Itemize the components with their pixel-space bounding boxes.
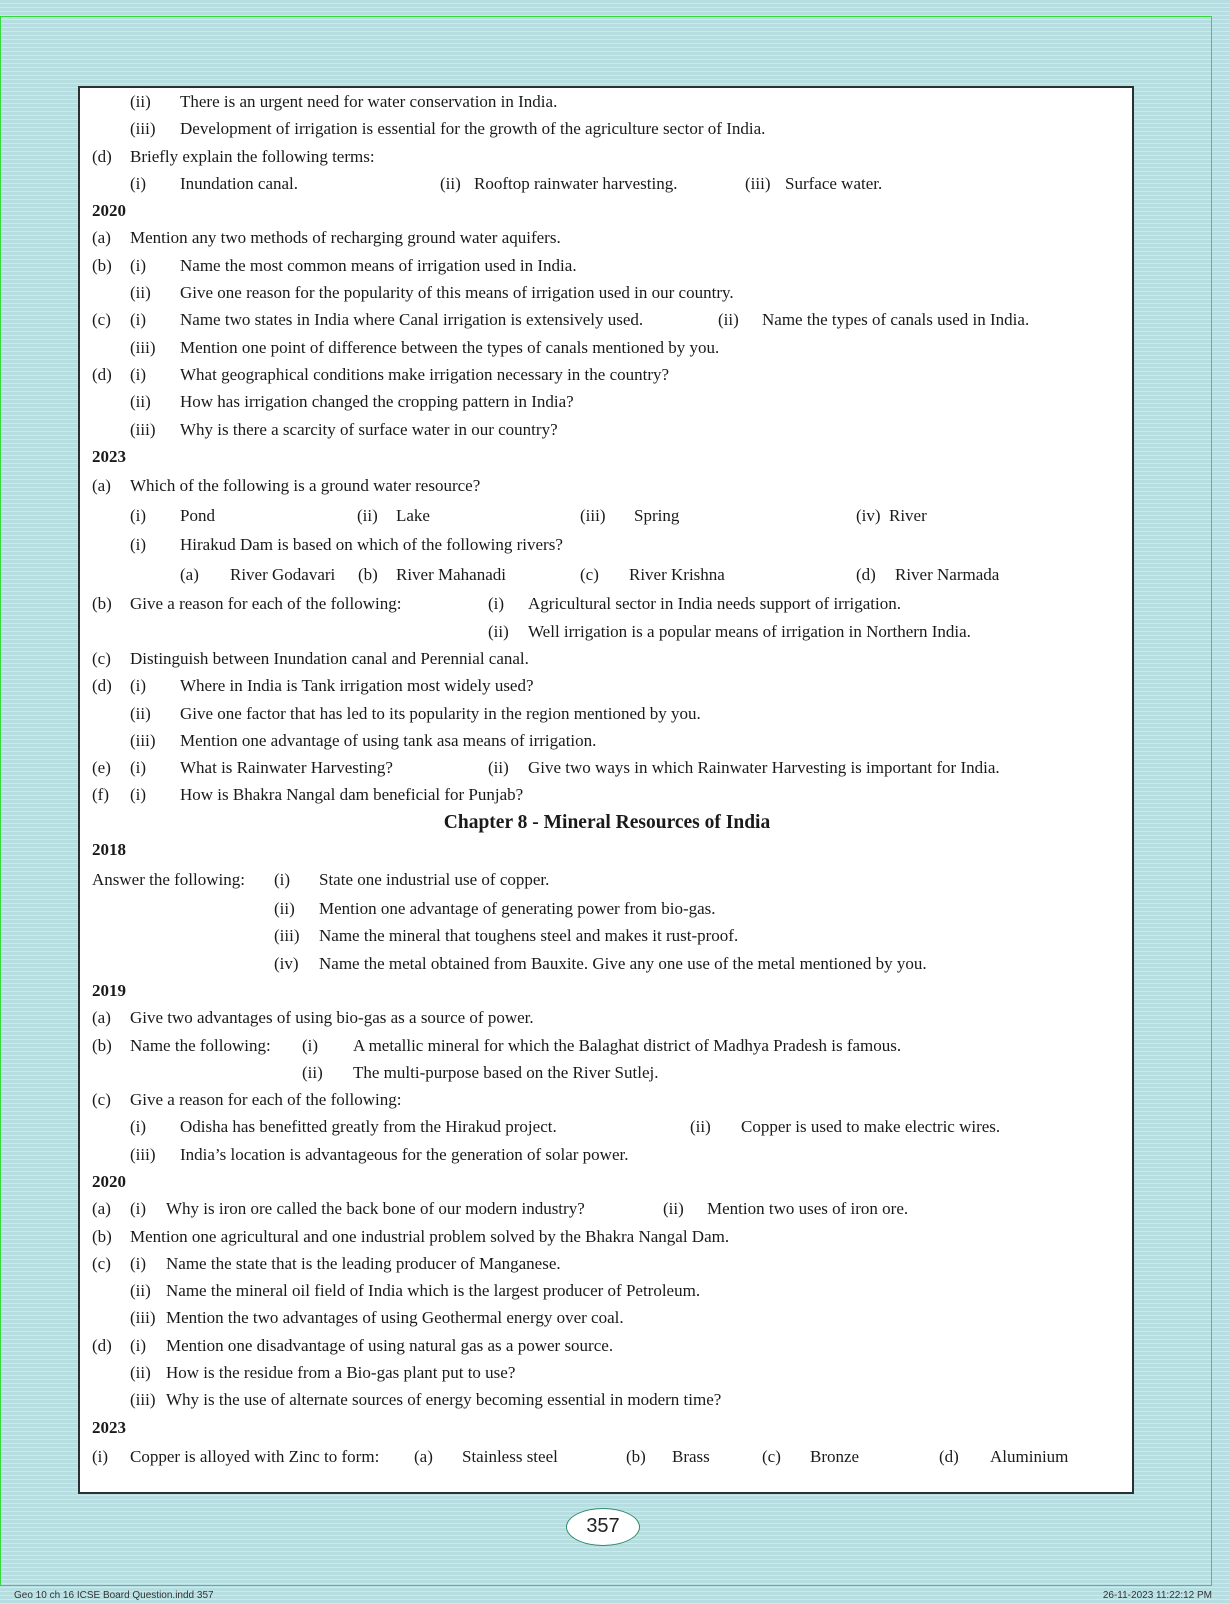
question-line: (c) Distinguish between Inundation canal and Perennial canal. — [92, 648, 529, 668]
question-line: (i) Inundation canal. (ii) Rooftop rainwater harvesting. (iii) Surface water. — [130, 173, 883, 193]
question-line: (ii) Name the mineral oil field of India which is the largest producer of Petroleum. — [130, 1281, 701, 1301]
question-panel — [78, 86, 1134, 1494]
question-line: (iii) Why is there a scarcity of surface water in our country? — [130, 419, 558, 439]
question-line: (iv) Name the metal obtained from Bauxite. Give any one use of the metal mentioned by you. — [274, 953, 927, 973]
year-heading: 2018 — [92, 840, 126, 860]
question-line: (ii) Give one reason for the popularity of this means of irrigation used in our country. — [130, 283, 734, 303]
question-line: (c) Give a reason for each of the following: — [92, 1090, 402, 1110]
question-line: (b) Mention one agricultural and one industrial problem solved by the Bhakra Nangal Dam. — [92, 1226, 730, 1246]
question-line: (a) (i) Why is iron ore called the back bone of our modern industry? (ii) Mention two uses of iron ore. — [92, 1199, 909, 1219]
question-line: (ii) The multi-purpose based on the River Sutlej. — [302, 1062, 659, 1082]
question-line: (e) (i) What is Rainwater Harvesting? (ii) Give two ways in which Rainwater Harvesting is important for India. — [92, 758, 1000, 778]
print-slug-timestamp: 26-11-2023 11:22:12 PM — [1102, 1590, 1212, 1601]
question-line: (ii) Well irrigation is a popular means of irrigation in Northern India. — [488, 621, 971, 641]
question-line: (iii) India’s location is advantageous for the generation of solar power. — [130, 1144, 629, 1164]
question-line: (a) Mention any two methods of recharging ground water aquifers. — [92, 228, 561, 248]
year-heading: 2020 — [92, 201, 126, 221]
print-slug-file: Geo 10 ch 16 ICSE Board Question.indd 357 — [14, 1590, 214, 1601]
question-line: (i) Hirakud Dam is based on which of the following rivers? — [130, 535, 563, 555]
question-line: (b) Name the following: (i) A metallic mineral for which the Balaghat district of Madhya Pradesh is famous. — [92, 1035, 902, 1055]
question-line: (ii) Mention one advantage of generating power from bio-gas. — [274, 899, 716, 919]
question-line: (a) River Godavari (b) River Mahanadi (c) River Krishna (d) River Narmada — [180, 564, 1000, 584]
question-line: (a) Which of the following is a ground water resource? — [92, 476, 481, 496]
chapter-heading: Chapter 8 - Mineral Resources of India — [443, 811, 771, 833]
question-line: Answer the following: (i) State one industrial use of copper. — [92, 869, 550, 889]
year-heading: 2020 — [92, 1172, 126, 1191]
question-line: (f) (i) How is Bhakra Nangal dam beneficial for Punjab? — [92, 785, 524, 805]
question-line: (iii) Development of irrigation is essential for the growth of the agriculture sector of India. — [130, 119, 766, 139]
question-line: (iii) Why is the use of alternate sources of energy becoming essential in modern time? — [130, 1390, 722, 1410]
question-line: (c) (i) Name the state that is the leading producer of Manganese. — [92, 1253, 561, 1273]
question-line: (ii) There is an urgent need for water conservation in India. — [130, 92, 558, 111]
question-line: (c) (i) Name two states in India where Canal irrigation is extensively used. (ii) Name the types of canals used in India. — [92, 310, 1030, 330]
question-line: (iii) Mention one point of difference between the types of canals mentioned by you. — [130, 337, 720, 357]
question-list — [92, 88, 1122, 1473]
question-line: (iii) Name the mineral that toughens steel and makes it rust-proof. — [274, 926, 739, 946]
page-number: 357 — [566, 1508, 640, 1546]
question-line: (iii) Mention the two advantages of using Geothermal energy over coal. — [130, 1308, 624, 1328]
question-line: (i) Odisha has benefitted greatly from the Hirakud project. (ii) Copper is used to make electric wires. — [130, 1117, 1001, 1137]
year-heading: 2023 — [92, 446, 126, 466]
question-line: (a) Give two advantages of using bio-gas as a source of power. — [92, 1008, 534, 1028]
year-heading: 2019 — [92, 980, 126, 1000]
question-line: (b) (i) Name the most common means of irrigation used in India. — [92, 255, 577, 275]
question-line: (ii) How has irrigation changed the cropping pattern in India? — [130, 392, 574, 412]
question-line: (b) Give a reason for each of the following: (i) Agricultural sector in India needs support of irrigation. — [92, 594, 901, 614]
question-line: (i) Pond (ii) Lake (iii) Spring (iv) River — [130, 505, 927, 525]
year-heading: 2023 — [92, 1417, 126, 1437]
question-line: (d) (i) What geographical conditions make irrigation necessary in the country? — [92, 364, 670, 384]
question-line: (i) Copper is alloyed with Zinc to form: (a) Stainless steel (b) Brass (c) Bronze (d) Aluminium — [92, 1447, 1069, 1467]
question-line: (d) (i) Mention one disadvantage of using natural gas as a power source. — [92, 1335, 614, 1355]
question-line: (ii) Give one factor that has led to its popularity in the region mentioned by you. — [130, 703, 701, 723]
question-line: (ii) How is the residue from a Bio-gas plant put to use? — [130, 1363, 516, 1383]
question-line: (d) (i) Where in India is Tank irrigation most widely used? — [92, 676, 534, 696]
question-line: (d) Briefly explain the following terms: — [92, 146, 375, 166]
question-line: (iii) Mention one advantage of using tank asa means of irrigation. — [130, 730, 597, 750]
